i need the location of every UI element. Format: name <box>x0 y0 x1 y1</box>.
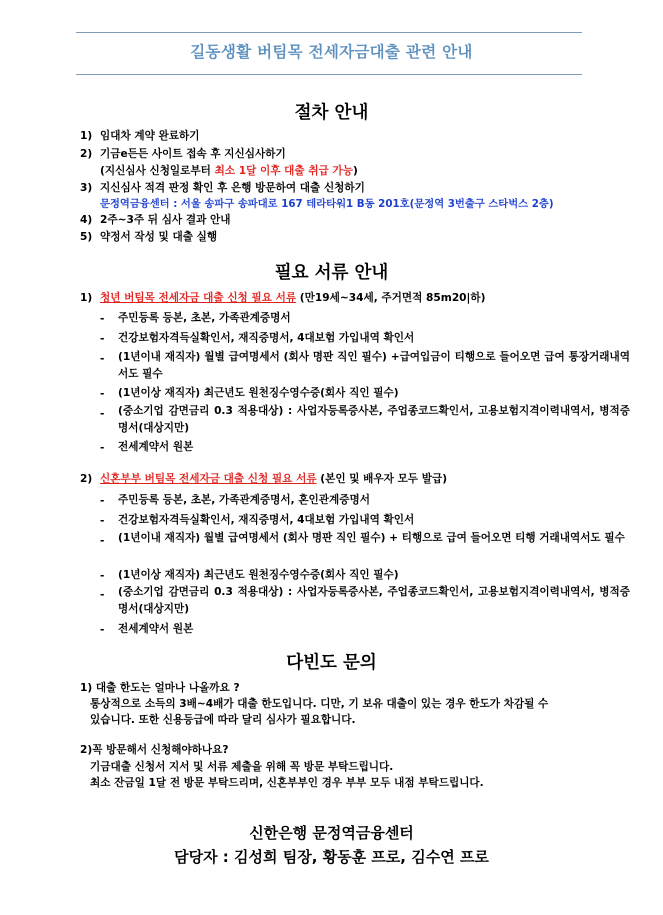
procedure-step: 5) 약정서 작성 및 대출 실행 <box>80 231 218 243</box>
doc-item: 전세계약서 원본 <box>118 441 194 453</box>
footer-contacts: 담당자 : 김성희 팀장, 황동훈 프로, 김수연 프로 <box>174 848 489 866</box>
doc-item: (1년이내 재직자) 월별 급여명세서 (회사 명판 직인 필수) +급여입금이 티행으로 들어오면 급여 통장거래내역서도 필수 <box>118 351 630 380</box>
highlight-min-period: 최소 1달 이후 대출 취급 가능 <box>214 165 353 177</box>
doc-item: 주민등록 등본, 초본, 가족관계증명서, 혼인관계증명서 <box>118 494 370 506</box>
doc-item: (1년이내 재직자) 월별 급여명세서 (회사 명판 직인 필수) + 티행으로 급여 들어오면 티행 거래내역서도 필수 <box>118 532 625 544</box>
procedure-step: 3) 지신심사 적격 판정 확인 후 은행 방문하여 대출 신청하기 <box>80 182 365 194</box>
doc-group-title: 2) 신혼부부 버팀목 전세자금 대출 신청 필요 서류 (본인 및 배우자 모두 발급) <box>80 473 448 485</box>
faq-answer: 있습니다. 또한 신용등급에 따라 달리 심사가 필요합니다. <box>90 714 356 726</box>
faq-question: 1) 대출 한도는 얼마나 나올까요 ? <box>80 682 240 694</box>
doc-item: (1년이상 재직자) 최근년도 원천징수영수증(회사 직인 필수) <box>118 569 399 581</box>
doc-item: 전세계약서 원본 <box>118 623 194 635</box>
doc-item: (중소기업 감면금리 0.3 적용대상) : 사업자등록증사본, 주업종코드확인서, 고용보험지격이력내역서, 병적증명서(대상지만) <box>118 405 630 434</box>
faq-answer: 기금대출 신청서 지서 및 서류 제출을 위해 꼭 방문 부탁드립니다. <box>90 761 394 773</box>
branch-address: 문정역금융센터 : 서울 송파구 송파대로 167 테라타워1 B동 201호(문정역 3번출구 스타벅스 2층) <box>100 198 554 210</box>
faq-answer: 최소 잔금일 1달 전 방문 부탁드리며, 신혼부부인 경우 부부 모두 내점 부탁드립니다. <box>90 777 484 789</box>
faq-answer: 통상적으로 소득의 3배~4배가 대출 한도입니다. 디만, 기 보유 대출이 있는 경우 한도가 차감될 수 <box>90 698 549 710</box>
doc-item: (1년이상 재직자) 최근년도 원천징수영수증(회사 직인 필수) <box>118 387 399 399</box>
doc-item: 건강보험자격득실확인서, 재직증명서, 4대보험 가입내역 확인서 <box>118 332 415 344</box>
doc-item: 건강보험자격득실확인서, 재직증명서, 4대보험 가입내역 확인서 <box>118 514 415 526</box>
footer-branch: 신한은행 문정역금융센터 <box>249 824 414 842</box>
procedure-step: 4) 2주~3주 뒤 심사 결과 안내 <box>80 214 231 226</box>
documents-heading: 필요 서류 안내 <box>274 263 389 283</box>
title-underline <box>76 74 582 75</box>
doc-group-title: 1) 청년 버팀목 전세자금 대출 신청 필요 서류 (만19세~34세, 주거면적 85m20|하) <box>80 292 486 304</box>
top-rule <box>76 32 582 33</box>
procedure-heading: 절차 안내 <box>294 103 369 123</box>
procedure-step: 1) 임대차 계약 완료하기 <box>80 130 200 142</box>
doc-item: 주민등록 등본, 초본, 가족관계증명서 <box>118 312 291 324</box>
procedure-step-note: (지신심사 신청일로부터 최소 1달 이후 대출 취급 가능) <box>100 165 358 177</box>
faq-heading: 다빈도 문의 <box>286 653 377 673</box>
page-title: 길동생활 버팀목 전세자금대출 관련 안내 <box>190 43 473 61</box>
doc-item: (중소기업 감면금리 0.3 적용대상) : 사업자등록증사본, 주업종코드확인서, 고용보험지격이력내역서, 병적증명서(대상지만) <box>118 586 630 615</box>
procedure-step: 2) 기금e든든 사이트 접속 후 지신심사하기 <box>80 148 286 160</box>
faq-question: 2)꼭 방문해서 신청해야하나요? <box>80 744 229 756</box>
